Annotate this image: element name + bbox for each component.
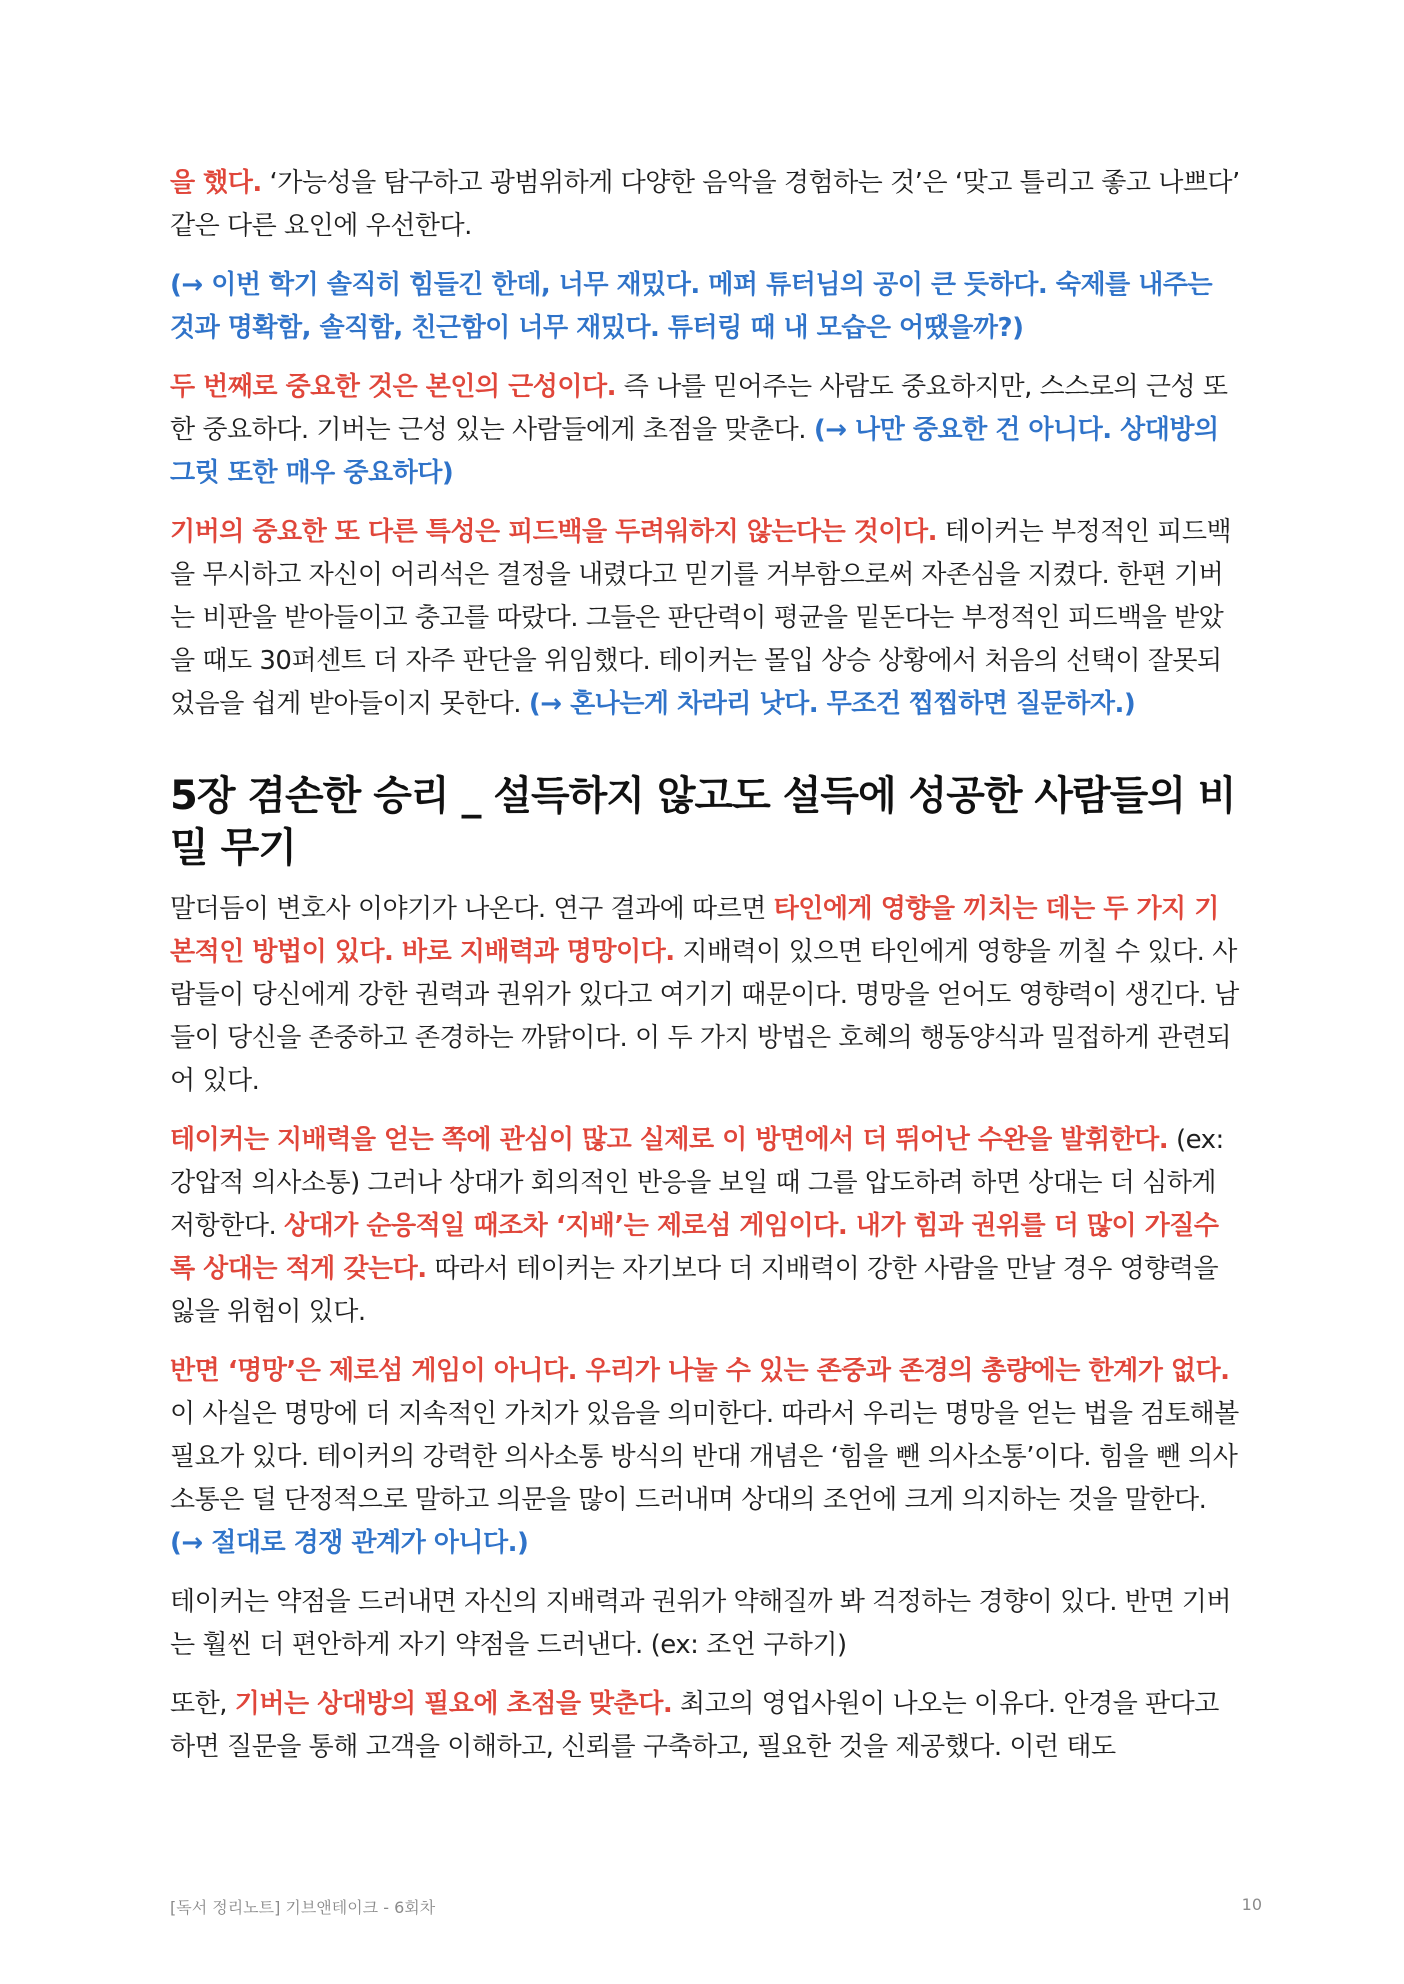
paragraph [170,366,1242,495]
body-text: 지배력이 있으면 타인에게 영향을 끼칠 수 있다. 사람들이 당신에게 강한 권력과 권위가 있다고 여기기 때문이다. 명망을 얻어도 영향력이 생긴다. 남들이 당신을 존중하고 존경하는 까닭이다. 이 두 가지 방법은 호혜의 행동양식과 밀접하게 관련되어 있다. [170,937,1239,1096]
highlight-text: 타인에게 영향을 끼치는 데는 두 가지 기본적인 방법이 있다. 바로 지배력과 명망이다. [170,894,1219,967]
note-text: (→ 이번 학기 솔직히 힘들긴 한데, 너무 재밌다. 메퍼 튜터님의 공이 큰 듯하다. 숙제를 내주는 것과 명확함, 솔직함, 친근함이 너무 재밌다. 튜터링 때 내 모습은 어땠을까?) [170,270,1213,343]
chapter-heading: 5장 겸손한 승리 _ 설득하지 않고도 설득에 성공한 사람들의 비밀 무기 [170,773,1236,871]
body-text: 말더듬이 변호사 이야기가 나온다. 연구 결과에 따르면 [170,894,774,924]
highlight-text: 기버는 상대방의 필요에 초점을 맞춘다. [234,1689,673,1719]
page-number: 10 [1241,1895,1262,1914]
body-text: (ex: 강압적 의사소통) 그러나 상대가 회의적인 반응을 보일 때 그를 압도하려 하면 상대는 더 심하게 저항한다. [170,1125,1224,1241]
body-text: 이 사실은 명망에 더 지속적인 가치가 있음을 의미한다. 따라서 우리는 명망을 얻는 법을 검토해볼 필요가 있다. 테이커의 강력한 의사소통 방식의 반대 개념은 ‘힘을 뺀 의사소통’이다. 힘을 뺀 의사소통은 덜 단정적으로 말하고 의문을 많이 드러내며 상대의 조언에 크게 의지하는 것을 말한다. [170,1399,1239,1515]
paragraph [170,888,1242,1103]
document-body [170,162,1242,1785]
body-text: 따라서 테이커는 자기보다 더 지배력이 강한 사람을 만날 경우 영향력을 잃을 위험이 있다. [170,1254,1219,1327]
paragraph [170,264,1242,350]
highlight-text: 을 했다. [170,168,262,198]
highlight-text: 상대가 순응적일 때조차 ‘지배’는 제로섬 게임이다. 내가 힘과 권위를 더 많이 가질수록 상대는 적게 갖는다. [170,1211,1219,1284]
paragraph-group-bottom [170,888,1242,1769]
note-text: (→ 나만 중요한 건 아니다. 상대방의 그릿 또한 매우 중요하다) [170,415,1219,488]
highlight-text: 기버의 중요한 또 다른 특성은 피드백을 두려워하지 않는다는 것이다. [170,517,938,547]
highlight-text: 반면 ‘명망’은 제로섬 게임이 아니다. 우리가 나눌 수 있는 존중과 존경의 총량에는 한계가 없다. [170,1356,1230,1386]
footer-title: [독서 정리노트] 기브앤테이크 - 6회차 [170,1898,436,1917]
note-text: (→ 절대로 경쟁 관계가 아니다.) [170,1528,529,1558]
body-text: ‘가능성을 탐구하고 광범위하게 다양한 음악을 경험하는 것’은 ‘맞고 틀리고 좋고 나쁘다’ 같은 다른 요인에 우선한다. [170,168,1240,241]
paragraph [170,1683,1242,1769]
body-text: 또한, [170,1689,235,1719]
highlight-text: 테이커는 지배력을 얻는 쪽에 관심이 많고 실제로 이 방면에서 더 뛰어난 수완을 발휘한다. [170,1125,1169,1155]
body-text: 즉 나를 믿어주는 사람도 중요하지만, 스스로의 근성 또한 중요하다. 기버는 근성 있는 사람들에게 초점을 맞춘다. [170,372,1228,445]
paragraph [170,1350,1242,1565]
paragraph [170,1581,1242,1667]
paragraph [170,1119,1242,1334]
body-text: 테이커는 부정적인 피드백을 무시하고 자신이 어리석은 결정을 내렸다고 믿기를 거부함으로써 자존심을 지켰다. 한편 기버는 비판을 받아들이고 충고를 따랐다. 그들은 판단력이 평균을 밑돈다는 부정적인 피드백을 받았을 때도 30퍼센트 더 자주 판단을 위임했다. 테이커는 몰입 상승 상황에서 처음의 선택이 잘못되었음을 쉽게 받아들이지 못한다. [170,517,1232,719]
paragraph [170,511,1242,726]
paragraph [170,162,1242,248]
paragraph-group-top [170,162,1242,726]
body-text: 최고의 영업사원이 나오는 이유다. 안경을 판다고 하면 질문을 통해 고객을 이해하고, 신뢰를 구축하고, 필요한 것을 제공했다. 이런 태도 [170,1689,1219,1762]
note-text: (→ 혼나는게 차라리 낫다. 무조건 찝찝하면 질문하자.) [528,689,1136,719]
highlight-text: 두 번째로 중요한 것은 본인의 근성이다. [170,372,616,402]
body-text: 테이커는 약점을 드러내면 자신의 지배력과 권위가 약해질까 봐 걱정하는 경향이 있다. 반면 기버는 훨씬 더 편안하게 자기 약점을 드러낸다. (ex: 조언 구하기) [170,1587,1231,1660]
